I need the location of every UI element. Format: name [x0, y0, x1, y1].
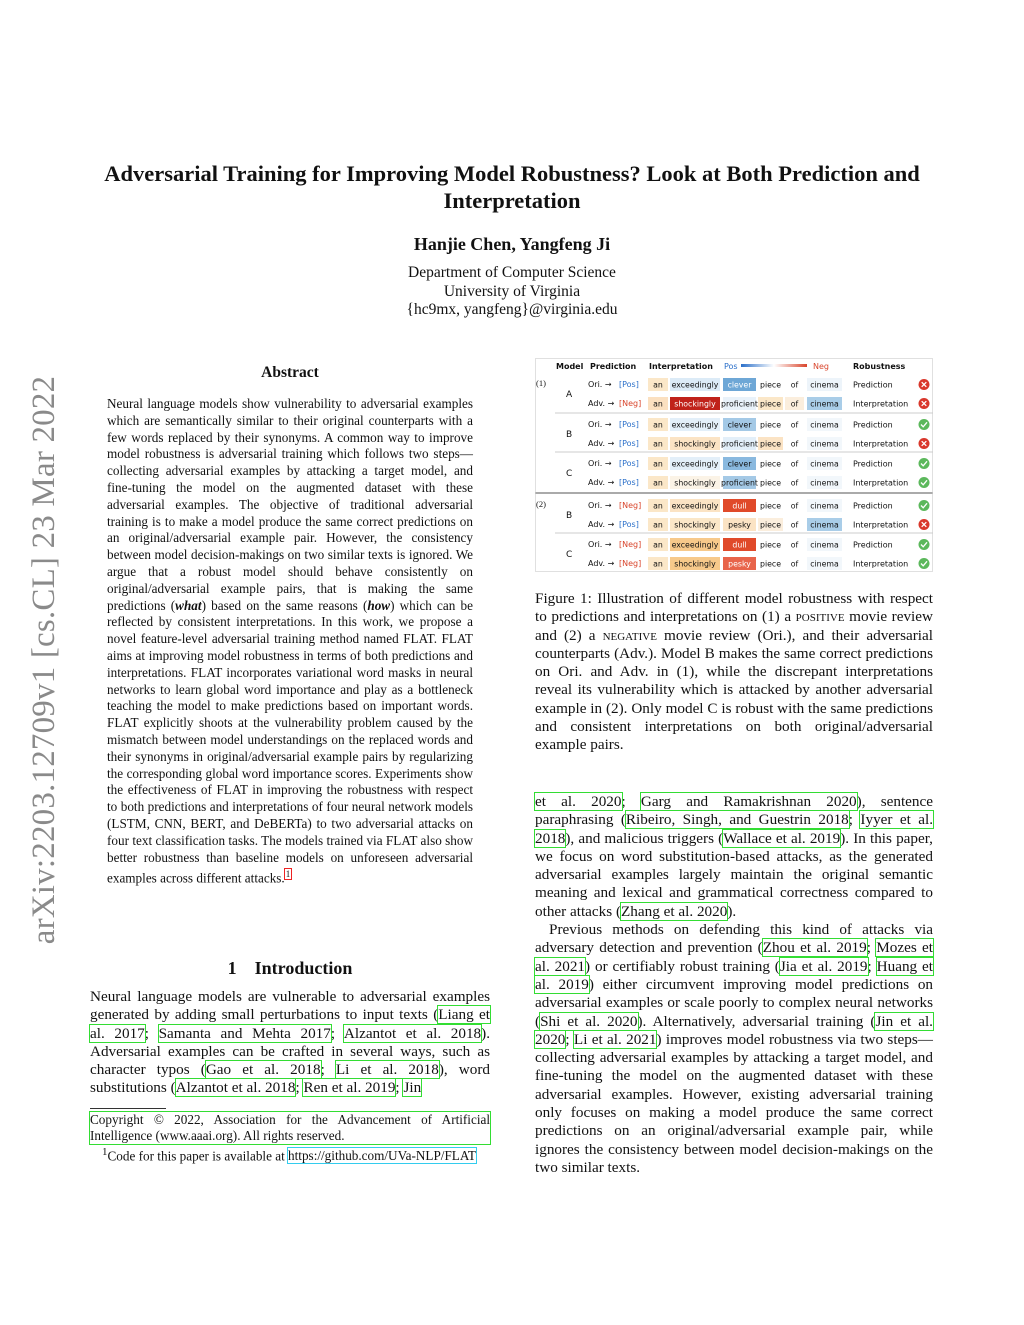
fig-robustness-label: Prediction: [853, 540, 893, 550]
citation-link[interactable]: et al. 2020: [535, 793, 622, 810]
fig-robustness-label: Interpretation: [853, 478, 909, 488]
fig-token-word: dull: [732, 540, 747, 550]
fig-token-word: an: [653, 459, 663, 469]
caption-text: Figure 1: Illustration of different model robustness with respect to predictions and interpretations on (1) a: [535, 590, 933, 626]
intro-text: ), word substitutions (: [90, 1061, 490, 1097]
citation-link[interactable]: Garg and Ramakrishnan 2020: [640, 793, 857, 810]
citation-link[interactable]: Ribeiro, Singh, and Guestrin 2018: [625, 811, 849, 829]
authors: Hanjie Chen, Yangfeng Ji: [413, 234, 611, 254]
citation-link[interactable]: Alzantot et al. 2018: [175, 1079, 296, 1097]
fig-token-word: piece: [760, 559, 781, 569]
fig-token-word: cinema: [810, 559, 839, 569]
fig-token-word: proficient: [721, 439, 758, 449]
citation-link[interactable]: Jia et al. 2019: [779, 957, 868, 975]
fig-token-word: of: [790, 399, 799, 409]
caption-positive: positive: [795, 608, 845, 626]
fig-token-word: shockingly: [674, 520, 716, 530]
abstract-end: ) which can be reflected by consistent interpretations. In this work, we propose a novel feature-level adversarial training method named FLAT. FLAT aims at improving model robustness in terms of both predictions and interpretations. FLAT incorporates variational word masks in neural networks to learn global word importance and play as a bottleneck teaching the model to make predictions based on important words. FLAT explicitly shoots at the vulnerability problem caused by the mismatch between model understandings on the replaced words and their synonyms in original/adversarial example pairs by regularizing the corresponding global word importance scores. Experiments show the effectiveness of FLAT in improving the robustness with respect to both predictions and interpretations of four neural network models (LSTM, CNN, BERT, and DeBERTa) to two adversarial attacks on four text classification tasks. The models trained via FLAT also show better robustness than baseline models on unforeseen adversarial examples across different attacks.: [107, 597, 473, 886]
affiliation-email: {hc9mx, yangfeng}@virginia.edu: [406, 301, 618, 318]
fig-token-word: shockingly: [674, 559, 716, 569]
citation-link[interactable]: Iyyer et al. 2018: [535, 811, 934, 847]
fig-token-word: of: [790, 501, 799, 511]
fig-token-word: piece: [760, 439, 781, 449]
fig-header-model: Model: [556, 362, 584, 371]
caption-text: movie review and (2) a: [535, 608, 933, 644]
code-footnote: [90, 1144, 490, 1164]
fig-token-word: an: [653, 559, 663, 569]
fig-row-type: Adv. →: [588, 478, 615, 487]
check-icon: [919, 539, 930, 550]
footnote-mark: 1: [102, 1146, 108, 1158]
fig-robustness-label: Interpretation: [853, 399, 909, 409]
fig-header-interpretation: Interpretation: [649, 362, 713, 371]
fig-row-type: Adv. →: [588, 439, 615, 448]
fig-token-word: piece: [760, 520, 781, 530]
arxiv-stamp: [22, 360, 66, 960]
fig-row-prediction: [Pos]: [619, 439, 639, 448]
abstract-how: how: [367, 597, 391, 613]
fig-token-word: proficient: [721, 399, 758, 409]
fig-header-robustness: Robustness: [853, 362, 906, 371]
fig-header-neg: Neg: [813, 362, 829, 371]
fig-token-word: of: [790, 380, 799, 390]
paragraph-defenses: Previous methods on defending this kind of attacks via adversary detection and prevention (Zhou et al. 2019; Mozes et al. 2021) or certifiably robust training (Jia et al. 2019; Huang et al. 2019) either circumvent improving model predictions on adversarial examples or scale poorly to complex neural networks (Shi et al. 2020). Alternatively, adversarial training (Jin et al. 2020; Li et al. 2021) improves model robustness via two steps—collecting adversarial examples by attacking a target model, and fine-tuning the model on the augmented dataset with these adversarial examples. However, existing adversarial training only focuses on making a model produce the same correct predictions on an original/adversarial example pair, while ignores the consistency between model decision-makings on the two similar texts.: [535, 921, 934, 1176]
fig-colorbar: [741, 364, 807, 367]
fig-row-prediction: [Pos]: [619, 478, 639, 487]
fig-token-word: cinema: [810, 520, 839, 530]
fig-model-label: B: [566, 430, 573, 440]
fig-token-word: pesky: [728, 520, 751, 530]
citation-link[interactable]: Samanta and Mehta 2017: [158, 1024, 331, 1042]
para-text: ) either circumvent improving model predictions on adversarial examples or scale poorly to complex neural networks (: [535, 975, 934, 1030]
para-text: ), sentence paraphrasing (: [535, 793, 933, 829]
fig-token-word: of: [790, 540, 799, 550]
fig-model-label: B: [566, 511, 573, 521]
fig-header-pos: Pos: [724, 362, 738, 371]
right-column-text: [535, 793, 933, 1177]
check-icon: [919, 458, 930, 469]
citation-link[interactable]: Gao et al. 2018: [205, 1061, 321, 1079]
fig-token-word: cinema: [810, 380, 839, 390]
fig-token-word: an: [653, 420, 663, 430]
fig-token-word: shockingly: [674, 399, 716, 409]
fig-token-word: an: [653, 540, 663, 550]
fig-row-prediction: [Pos]: [619, 520, 639, 529]
check-icon: [919, 500, 930, 511]
fig-robustness-label: Prediction: [853, 420, 893, 430]
fig-row-type: Adv. →: [588, 399, 615, 408]
paper-title: Adversarial Training for Improving Model Robustness? Look at Both Prediction and Interpretation: [104, 161, 920, 213]
fig-token-word: cinema: [810, 501, 839, 511]
citation-link[interactable]: Mozes et al. 2021: [535, 939, 933, 975]
fig-token-word: an: [653, 520, 663, 530]
fig-token-word: of: [790, 559, 799, 569]
para-text: ) or certifiably robust training (: [585, 957, 780, 975]
code-url-link[interactable]: https://github.com/UVa-NLP/FLAT: [288, 1148, 476, 1164]
intro-text: ). Adversarial examples can be crafted in several ways, such as character typos (: [90, 1024, 490, 1079]
fig-token-word: cinema: [810, 420, 839, 430]
fig-token-word: of: [790, 420, 799, 430]
fig-token-word: of: [790, 478, 799, 488]
citation-link[interactable]: Wallace et al. 2019: [723, 829, 841, 847]
figure-1-caption: [535, 590, 933, 755]
citation-link[interactable]: Liang et al. 2017: [90, 1006, 490, 1042]
intro-paragraph: Neural language models are vulnerable to adversarial examples generated by adding small perturbations to input texts (Liang et al. 2017; Samanta and Mehta 2017; Alzantot et al. 2018). Adversarial examples can be crafted in several ways, such as character typos (Gao et al. 2018; Li et al. 2018), word substitutions (Alzantot et al. 2018; Ren et al. 2019; Jin: [90, 988, 490, 1097]
fig-token-word: piece: [760, 399, 781, 409]
section-title: Introduction: [254, 958, 353, 978]
fig-token-word: exceedingly: [671, 459, 719, 469]
fig-token-word: cinema: [810, 540, 839, 550]
fig-robustness-label: Interpretation: [853, 520, 909, 530]
fig-token-word: piece: [760, 501, 781, 511]
caption-negative: negative: [602, 626, 657, 644]
fig-token-word: an: [653, 439, 663, 449]
fig-row-prediction: [Pos]: [619, 420, 639, 429]
fig-token-word: pesky: [728, 559, 751, 569]
fig-row-type: Adv. →: [588, 520, 615, 529]
para-text: ).: [727, 902, 737, 920]
fig-token-word: cinema: [810, 439, 839, 449]
fig-token-word: exceedingly: [671, 420, 719, 430]
section-number: 1: [227, 958, 237, 978]
check-icon: [919, 558, 930, 569]
copyright-note[interactable]: Copyright © 2022, Association for the Advancement of Artificial Intelligence (www.aaai.org). All rights reserved.: [90, 1112, 490, 1143]
abstract-text: Neural language models show vulnerability to adversarial examples which are semantically similar to their original counterparts with a few words replaced by their synonyms. A common way to improve model robustness is adversarial training which follows two steps—collecting adversarial examples by attacking a target model, and fine-tuning the model on the augmented dataset with these adversarial examples. The objective of traditional adversarial training is to make a model produce the same correct predictions on an original/adversarial example pair. However, the consistency between model decision-makings on two similar texts is ignored. We argue that a robust model should behave consistently on original/adversarial example pairs, that is making the same predictions (: [107, 396, 473, 613]
fig-robustness-label: Prediction: [853, 501, 893, 511]
fig-group-label: (2): [536, 499, 546, 509]
fig-token-word: piece: [760, 420, 781, 430]
caption-text: movie review (Ori.), and their adversarial counterparts (Adv.). Model B makes the same correct predictions on Ori. and Adv. in (1), while the discrepant interpretations reveal its vulnerability which is attacked by another adversarial example in (2). Only model C is robust with the same predictions and consistent interpretations on both original/adversarial example pairs.: [535, 626, 933, 754]
fig-row-type: Ori. →: [588, 380, 612, 389]
fig-token-word: cinema: [810, 399, 839, 409]
para-text: ). Alternatively, adversarial training (: [637, 1012, 876, 1030]
para-text: ). In this paper, we focus on word substitution-based attacks, as the generated adversarial examples largely maintain the original semantic meaning and lexical and grammatical correctness compared to other attacks (: [535, 829, 933, 920]
fig-robustness-label: Prediction: [853, 380, 893, 390]
fig-token-word: piece: [760, 540, 781, 550]
fig-token-word: cinema: [810, 459, 839, 469]
fig-token-word: of: [790, 520, 799, 530]
fig-robustness-label: Prediction: [853, 459, 893, 469]
abstract-body: [107, 396, 473, 888]
citation-link[interactable]: Li et al. 2021: [573, 1030, 657, 1048]
fig-token-word: an: [653, 380, 663, 390]
fig-token-word: exceedingly: [671, 540, 719, 550]
fig-token-word: of: [790, 439, 799, 449]
paragraph-attacks: et al. 2020; Garg and Ramakrishnan 2020), sentence paraphrasing (Ribeiro, Singh, and Guestrin 2018; Iyyer et al. 2018), and malicious triggers (Wallace et al. 2019). In this paper, we focus on word substitution-based attacks, as the generated adversarial examples largely maintain the original semantic meaning and lexical and grammatical correctness compared to other attacks (Zhang et al. 2020).: [535, 793, 934, 920]
fig-token-word: of: [790, 459, 799, 469]
fig-token-word: dull: [732, 501, 747, 511]
fig-row-prediction: [Pos]: [619, 459, 639, 468]
fig-token-word: proficient: [721, 478, 758, 488]
fig-token-word: exceedingly: [671, 501, 719, 511]
section-heading: [90, 958, 490, 979]
fig-model-label: A: [566, 390, 573, 400]
fig-row-type: Ori. →: [588, 501, 612, 510]
figure-1: [535, 358, 933, 572]
para-text: ), and malicious triggers (: [565, 829, 724, 847]
fig-token-word: clever: [727, 459, 752, 469]
fig-robustness-label: Interpretation: [853, 439, 909, 449]
citation-link[interactable]: Jin et al. 2020: [535, 1012, 933, 1048]
citation-link[interactable]: Huang et al. 2019: [535, 957, 933, 993]
affiliation: [0, 264, 1024, 320]
fig-row-type: Ori. →: [588, 459, 612, 468]
fig-group-label: (1): [536, 378, 546, 388]
fig-token-word: cinema: [810, 478, 839, 488]
arxiv-id: arXiv:2203.12709v1 [cs.CL] 23 Mar 2022: [26, 375, 62, 945]
fig-row-prediction: [Neg]: [619, 540, 642, 549]
fig-model-label: C: [566, 550, 573, 560]
citation-link[interactable]: Shi et al. 2020: [540, 1012, 638, 1030]
fig-token-word: clever: [727, 420, 752, 430]
footnotes: [90, 1112, 490, 1164]
affiliation-dept: Department of Computer Science: [408, 264, 616, 281]
fig-row-type: Ori. →: [588, 540, 612, 549]
citation-link[interactable]: Alzantot et al. 2018: [343, 1024, 482, 1042]
fig-row-prediction: [Neg]: [619, 399, 642, 408]
fig-token-word: an: [653, 478, 663, 488]
fig-row-prediction: [Neg]: [619, 559, 642, 568]
fig-token-word: piece: [760, 380, 781, 390]
citation-link[interactable]: Ren et al. 2019: [303, 1079, 396, 1097]
fig-row-type: Adv. →: [588, 559, 615, 568]
footnote-rule: [90, 1108, 166, 1109]
fig-model-label: C: [566, 469, 573, 479]
figure-1-graphic: [535, 358, 933, 572]
abstract-mid: ) based on the same reasons (: [201, 597, 368, 613]
para-text: ) improves model robustness via two steps—collecting adversarial examples by attacking a target model, and fine-tuning the model on the augmented dataset with these adversarial examples. However, existing adversarial training only focuses on making a model produce the same correct predictions on an original/adversarial example pair, while ignores the consistency between model decision-makings on the two similar texts.: [535, 1030, 933, 1176]
footnote-link[interactable]: 1: [285, 869, 291, 880]
fig-robustness-label: Interpretation: [853, 559, 909, 569]
check-icon: [919, 477, 930, 488]
fig-token-word: clever: [727, 380, 752, 390]
fig-token-word: shockingly: [674, 439, 716, 449]
abstract-heading: Abstract: [261, 364, 319, 381]
fig-token-word: shockingly: [674, 478, 716, 488]
fig-token-word: exceedingly: [671, 380, 719, 390]
abstract-what: what: [175, 597, 202, 613]
citation-link[interactable]: Zhou et al. 2019: [762, 939, 867, 957]
fig-row-prediction: [Neg]: [619, 501, 642, 510]
fig-token-word: piece: [760, 459, 781, 469]
citation-link[interactable]: Li et al. 2018: [335, 1061, 439, 1079]
fig-row-prediction: [Pos]: [619, 380, 639, 389]
footnote-text: Code for this paper is available at: [107, 1148, 289, 1164]
fig-token-word: piece: [760, 478, 781, 488]
fig-header-prediction: Prediction: [590, 362, 637, 371]
intro-text: Neural language models are vulnerable to adversarial examples generated by adding small perturbations to input texts (: [90, 988, 490, 1024]
fig-token-word: an: [653, 501, 663, 511]
check-icon: [919, 419, 930, 430]
fig-row-type: Ori. →: [588, 420, 612, 429]
para-text: Previous methods on defending this kind of attacks via adversary detection and prevention (: [535, 921, 933, 957]
fig-token-word: an: [653, 399, 663, 409]
citation-link[interactable]: Zhang et al. 2020: [621, 902, 728, 920]
citation-link[interactable]: Jin: [403, 1079, 422, 1097]
affiliation-univ: University of Virginia: [443, 282, 581, 300]
